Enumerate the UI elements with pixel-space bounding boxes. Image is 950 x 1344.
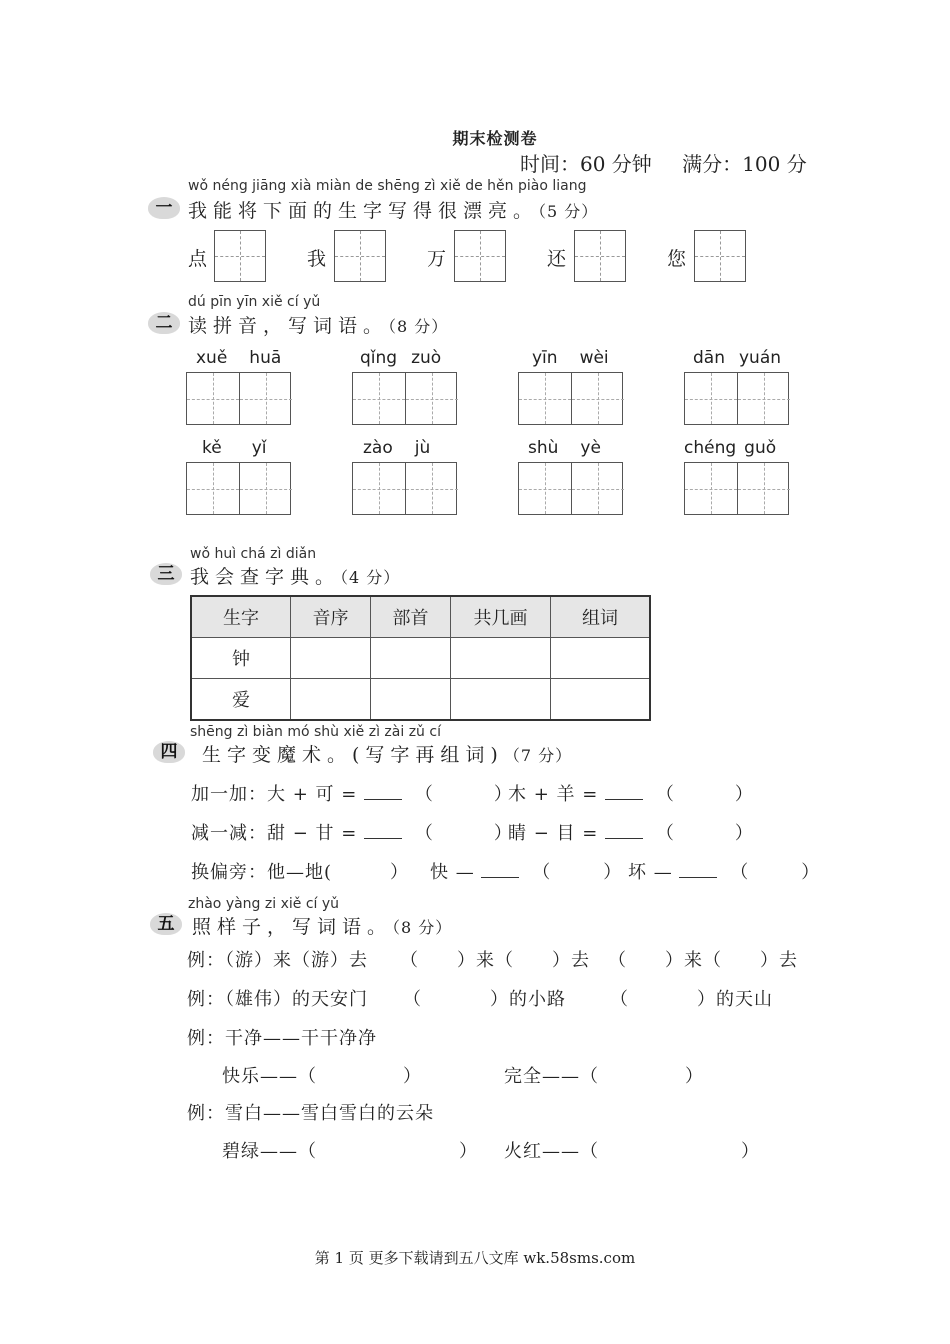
s4-add-label: 加一加：大 + 可 = [191, 784, 358, 805]
s4-badge: 四 [153, 741, 185, 763]
s1-writing-box-2[interactable] [334, 230, 386, 282]
s2-heading-text: 读拼音，写词语。 [188, 315, 389, 337]
s4-swap-label: 换偏旁：他—地( [191, 862, 333, 883]
table-row [191, 638, 650, 679]
s4-sub-line: 减一减：甜 − 甘 = （ ） [191, 823, 513, 844]
answer-cell[interactable] [551, 679, 651, 721]
s4-add-line-2: 木 + 羊 = （ ） [508, 784, 754, 805]
s4-swap-3-label: 坏 — [628, 862, 673, 883]
s2-writing-pair-1[interactable] [186, 372, 291, 425]
exam-info [520, 148, 831, 177]
s5-badge: 五 [150, 913, 182, 935]
s1-writing-box-4[interactable] [574, 230, 626, 282]
s5-ex3: 例：干净——干干净净 [187, 1028, 377, 1049]
full-score: 满分：100 分 [682, 152, 807, 176]
col-header: 生字 [191, 596, 291, 638]
col-header: 部首 [371, 596, 451, 638]
s3-score: （4 分） [340, 568, 401, 587]
col-header: 音序 [291, 596, 371, 638]
s4-pinyin: shēng zì biàn mó shù xiě zì zài zǔ cí [190, 724, 441, 740]
page-footer: 第 1 页 更多下载请到五八文库 wk.58sms.com [314, 1249, 636, 1267]
s4-sub-blank[interactable] [364, 824, 402, 839]
col-header: 共几画 [451, 596, 551, 638]
time-limit: 时间：60 分钟 [520, 152, 652, 176]
col-header: 组词 [551, 596, 651, 638]
s4-score: （7 分） [503, 746, 573, 765]
s2-pinyin-8: chéng guǒ [684, 438, 777, 458]
s5-ex2-line-a: （ ）的小路 [403, 989, 566, 1010]
s5-score: （8 分） [392, 918, 453, 937]
s1-char-4: 还 [547, 248, 567, 270]
s5-ex4-line-b: 火红——（ ） [504, 1141, 760, 1162]
s1-char-5: 您 [667, 248, 687, 270]
s1-writing-box-5[interactable] [694, 230, 746, 282]
s2-pinyin-7: shù yè [528, 438, 601, 458]
s2-pinyin-3: yīn wèi [532, 348, 609, 368]
s4-swap-3-blank[interactable] [679, 863, 717, 878]
s5-ex4-line-a: 碧绿——（ ） [222, 1141, 478, 1162]
table-header-row [191, 596, 650, 638]
s3-badge: 三 [150, 563, 182, 585]
answer-cell[interactable] [451, 638, 551, 679]
dictionary-table [190, 595, 651, 721]
s2-writing-pair-4[interactable] [684, 372, 789, 425]
s5-heading [192, 912, 452, 939]
s2-writing-pair-6[interactable] [352, 462, 457, 515]
s2-score: （8 分） [388, 317, 449, 336]
s1-char-1: 点 [188, 248, 208, 270]
answer-cell[interactable] [551, 638, 651, 679]
s3-heading [190, 562, 400, 589]
s2-pinyin: dú pīn yīn xiě cí yǔ [188, 294, 321, 310]
s4-heading-text: 生字变魔术。(写字再组词) [202, 744, 504, 766]
s1-writing-box-1[interactable] [214, 230, 266, 282]
s5-ex1-blank-a[interactable]: （ ）来（ ）去 [400, 950, 590, 971]
answer-cell[interactable] [291, 679, 371, 721]
s2-pinyin-5: kě yǐ [202, 438, 267, 458]
s1-heading-text: 我能将下面的生字写得很漂亮。 [188, 200, 539, 222]
s1-badge: 一 [148, 197, 180, 219]
s5-heading-text: 照样子，写词语。 [192, 916, 393, 938]
answer-cell[interactable] [451, 679, 551, 721]
s2-pinyin-6: zào jù [363, 438, 431, 458]
s4-sub-label: 减一减：甜 − 甘 = [191, 823, 358, 844]
s2-pinyin-4: dān yuán [693, 348, 782, 368]
s4-add-2-label: 木 + 羊 = [508, 784, 599, 805]
s1-char-2: 我 [307, 248, 327, 270]
s4-heading [202, 740, 572, 767]
s1-writing-box-3[interactable] [454, 230, 506, 282]
s5-ex2: 例：（雄伟）的天安门 [187, 989, 368, 1010]
s5-ex2-line-b: （ ）的天山 [610, 989, 773, 1010]
s4-swap-line-2: 快 — （ ） [430, 862, 623, 883]
s2-writing-pair-7[interactable] [518, 462, 623, 515]
s1-heading [188, 196, 598, 223]
row-char: 钟 [191, 638, 291, 679]
s2-writing-pair-5[interactable] [186, 462, 291, 515]
s2-pinyin-2: qǐng zuò [360, 348, 442, 368]
s4-sub-2-label: 睛 − 目 = [508, 823, 599, 844]
s5-ex1-blank-b[interactable]: （ ）来（ ）去 [608, 950, 798, 971]
s4-swap-line: 换偏旁：他—地( ） [191, 862, 410, 883]
s3-pinyin: wǒ huì chá zì diǎn [190, 546, 317, 562]
s1-char-3: 万 [427, 248, 447, 270]
s4-add-2-blank[interactable] [605, 785, 643, 800]
s1-score: （5 分） [538, 202, 599, 221]
s5-ex3-line-b: 完全——（ ） [504, 1066, 704, 1087]
s4-add-blank[interactable] [364, 785, 402, 800]
s5-ex4: 例：雪白——雪白雪白的云朵 [187, 1103, 434, 1124]
s4-swap-2-label: 快 — [430, 862, 475, 883]
answer-cell[interactable] [291, 638, 371, 679]
s2-pinyin-1: xuě huā [196, 348, 282, 368]
answer-cell[interactable] [371, 679, 451, 721]
s2-writing-pair-8[interactable] [684, 462, 789, 515]
s4-swap-2-blank[interactable] [481, 863, 519, 878]
s5-ex3-line-a: 快乐——（ ） [222, 1066, 422, 1087]
row-char: 爱 [191, 679, 291, 721]
s4-sub-line-2: 睛 − 目 = （ ） [508, 823, 754, 844]
s4-swap-line-3: 坏 — （ ） [628, 862, 821, 883]
page-title: 期末检测卷 [452, 129, 538, 148]
answer-cell[interactable] [371, 638, 451, 679]
s4-add-line: 加一加：大 + 可 = （ ） [191, 784, 513, 805]
s2-writing-pair-2[interactable] [352, 372, 457, 425]
s2-heading [188, 311, 448, 338]
s1-pinyin: wǒ néng jiāng xià miàn de shēng zì xiě de hěn piào liang [188, 178, 587, 194]
s2-badge: 二 [148, 312, 180, 334]
s3-heading-text: 我会查字典。 [190, 566, 341, 588]
s2-writing-pair-3[interactable] [518, 372, 623, 425]
s5-ex1: 例：（游）来（游）去 [187, 950, 368, 971]
s5-pinyin: zhào yàng zi xiě cí yǔ [188, 896, 340, 912]
s4-sub-2-blank[interactable] [605, 824, 643, 839]
table-row [191, 679, 650, 721]
